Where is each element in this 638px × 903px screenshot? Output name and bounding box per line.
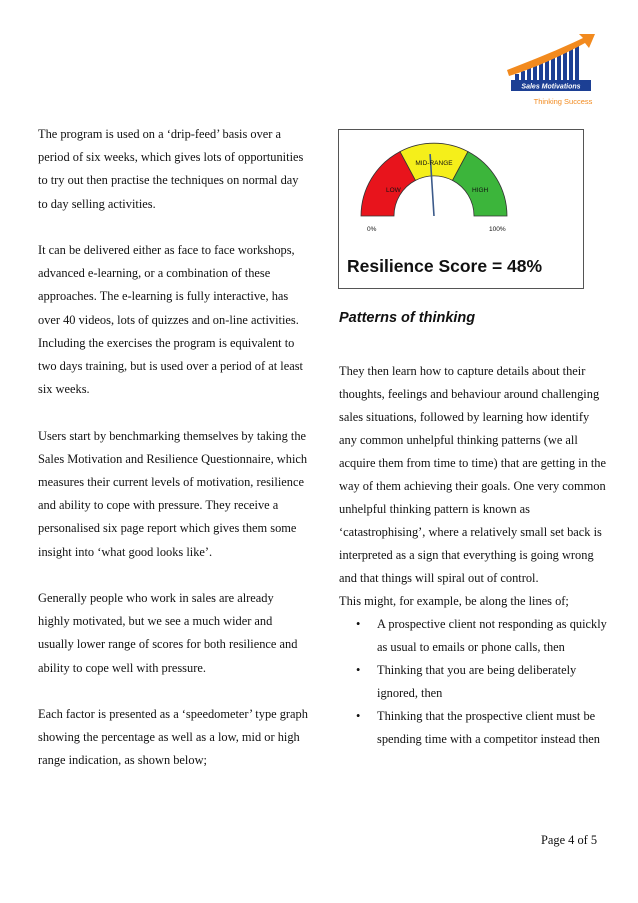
page-number: Page 4 of 5	[541, 833, 598, 847]
logo-tagline: Thinking Success	[533, 97, 593, 106]
list-item: • Thinking that the prospective client must be spending time with a competitor instead then	[339, 705, 607, 751]
bullet-icon: •	[356, 663, 361, 677]
bullet-icon: •	[356, 709, 361, 723]
paragraph: Generally people who work in sales are already highly motivated, but we see a much wider and usually lower range of scores for both resilience and ability to cope well with pressure.	[38, 591, 298, 675]
resilience-gauge-figure	[338, 129, 584, 289]
paragraph: It can be delivered either as face to face workshops, advanced e-learning, or a combination of these approaches. The e-learning is fully interactive, has over 40 videos, lots of quizzes and on-line activities. Including the exercises the program is equivalent to two days training, but is used over a period of at least six weeks.	[38, 243, 303, 397]
paragraph: Users start by benchmarking themselves by taking the Sales Motivation and Resilience Questionnaire, which measures their current levels of motivation, resilience and ability to cope with pressure. They receive a personalised six page report which gives them some insight into ‘what good looks like’.	[38, 428, 308, 559]
gauge-low-label: LOW	[386, 187, 401, 194]
gauge-mid-label: MID-RANGE	[415, 160, 453, 167]
gauge-high-label: HIGH	[472, 187, 489, 194]
bullet-list	[339, 613, 607, 751]
chart-arrow-icon	[507, 34, 595, 82]
list-item: • A prospective client not responding as quickly as usual to emails or phone calls, then	[339, 613, 607, 659]
logo-brand-text: Sales Motivations	[521, 83, 581, 91]
paragraph: They then learn how to capture details about their thoughts, feelings and behaviour around challenging sales situations, followed by learning how identify any common unhelpful thinking patterns (we all acquire them from time to time) that are getting in the way of them achieving their goals. One very common unhelpful thinking pattern is known as ‘catastrophising’, where a relatively small set back is interpreted as a sign that everything is going wrong and that things will spiral out of control.	[339, 364, 606, 585]
gauge-max-label: 100%	[489, 226, 506, 233]
right-column	[339, 360, 607, 751]
paragraph: The program is used on a ‘drip-feed’ basis over a period of six weeks, which gives lots of opportunities to try out then practise the techniques on normal day to day selling activities.	[38, 127, 304, 211]
paragraph: Each factor is presented as a ‘speedometer’ type graph showing the percentage as well as a low, mid or high range indication, as shown below;	[38, 707, 308, 768]
resilience-score-text: Resilience Score = 48%	[347, 256, 543, 276]
section-heading: Patterns of thinking	[339, 310, 476, 326]
bullet-icon: •	[356, 617, 361, 631]
list-item: • Thinking that you are being deliberately ignored, then	[339, 659, 607, 705]
gauge-min-label: 0%	[367, 226, 377, 233]
left-column	[38, 123, 308, 796]
company-logo	[503, 30, 603, 108]
paragraph: This might, for example, be along the lines of;	[339, 594, 569, 608]
